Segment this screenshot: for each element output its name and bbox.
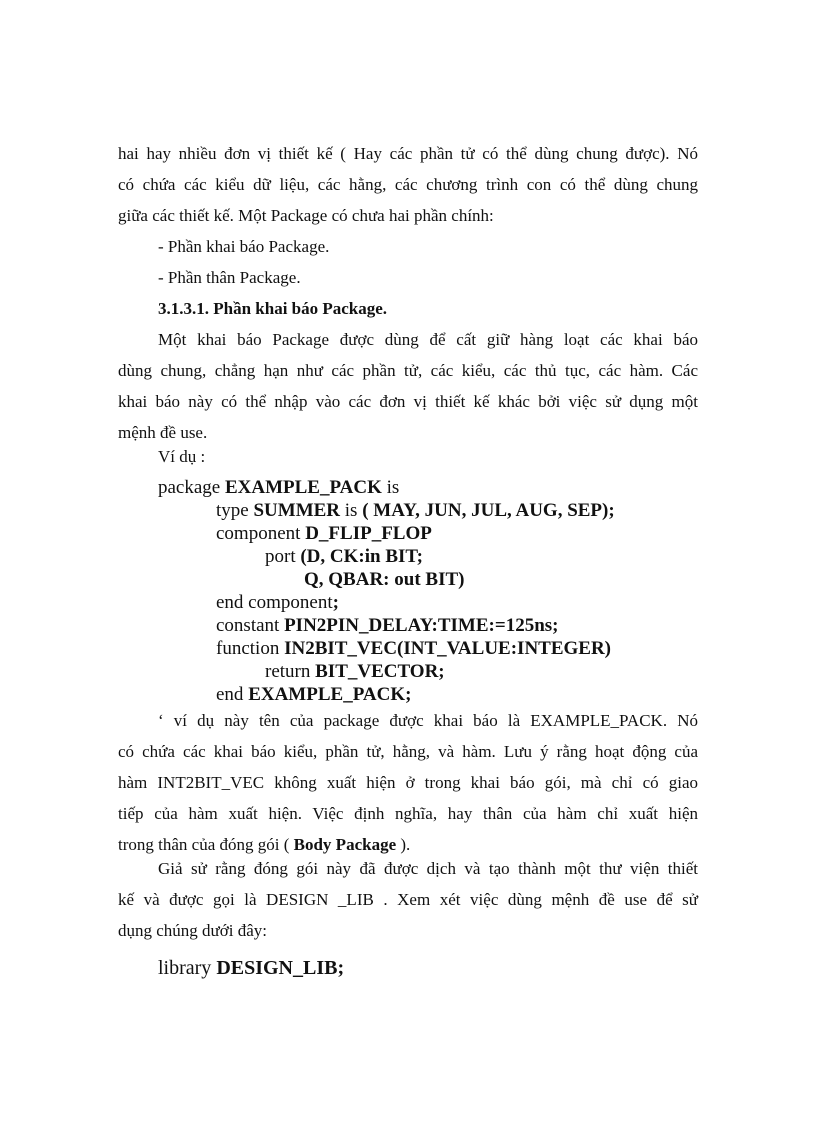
text-line: dụng chúng dưới đây: [118, 921, 267, 940]
code-line [216, 637, 611, 660]
code-identifier: EXAMPLE_PACK; [248, 684, 412, 705]
code-identifier: PIN2PIN_DELAY:TIME:=125ns; [284, 615, 559, 636]
text-fragment: ). [396, 835, 411, 854]
code-identifier: EXAMPLE_PACK [224, 477, 382, 498]
example-label: Ví dụ : [158, 447, 206, 466]
code-keyword: component [216, 523, 306, 544]
text-line: tiếp của hàm xuất hiện. Việc định nghĩa, hay thân của hàm chỉ xuất hiện [118, 804, 698, 823]
library-statement [158, 957, 344, 980]
code-identifier: SUMMER [253, 500, 341, 521]
code-line [265, 545, 423, 568]
text-line: ‘ ví dụ này tên của package được khai báo là EXAMPLE_PACK. Nó [158, 711, 698, 730]
bullet-package-body: - Phần thân Package. [158, 268, 301, 287]
code-keyword: library [158, 957, 217, 979]
code-identifier: IN2BIT_VEC(INT_VALUE:INTEGER) [284, 638, 612, 659]
body-package-term: Body Package [293, 835, 397, 854]
code-keyword: constant [216, 615, 285, 636]
paragraph-intro [118, 138, 698, 231]
code-keyword: function [216, 638, 285, 659]
code-identifier: DESIGN_LIB; [216, 957, 345, 979]
code-identifier: ; [332, 592, 339, 613]
code-keyword: type [216, 500, 254, 521]
paragraph-package-declaration [118, 324, 698, 448]
code-line [216, 683, 411, 706]
code-identifier: (D, CK:in BIT; [300, 546, 423, 567]
code-identifier: Q, QBAR: out BIT) [304, 569, 465, 590]
code-identifier: D_FLIP_FLOP [305, 523, 432, 544]
code-line [158, 476, 399, 499]
paragraph-example-explanation [118, 705, 698, 860]
text-line: hai hay nhiều đơn vị thiết kế ( Hay các phần tử có thể dùng chung được). Nó [118, 144, 698, 163]
paragraph-design-lib [118, 853, 698, 946]
code-keyword: package [158, 477, 225, 498]
code-keyword: end component [216, 592, 333, 613]
text-line: có chứa các khai báo kiểu, phần tử, hằng, và hàm. Lưu ý rằng hoạt động của [118, 742, 698, 761]
text-line: giữa các thiết kế. Một Package có chưa hai phần chính: [118, 206, 494, 225]
code-identifier: BIT_VECTOR; [315, 661, 445, 682]
code-keyword: return [265, 661, 316, 682]
text-fragment: trong thân của đóng gói ( [118, 835, 294, 854]
code-keyword: port [265, 546, 301, 567]
text-line: dùng chung, chẳng hạn như các phần tử, các kiểu, các thủ tục, các hàm. Các [118, 361, 698, 380]
code-keyword: is [340, 500, 363, 521]
text-line: khai báo này có thể nhập vào các đơn vị thiết kế khác bởi việc sử dụng một [118, 392, 698, 411]
code-identifier: ( MAY, JUN, JUL, AUG, SEP); [362, 500, 615, 521]
code-line [216, 499, 615, 522]
code-line [216, 591, 339, 614]
bullet-package-declaration: - Phần khai báo Package. [158, 237, 330, 256]
text-line: có chứa các kiểu dữ liệu, các hằng, các chương trình con có thể dùng chung [118, 175, 698, 194]
code-line [216, 522, 432, 545]
text-line: Giả sử rằng đóng gói này đã được dịch và tạo thành một thư viện thiết [158, 859, 698, 878]
code-line [216, 614, 558, 637]
text-line: Một khai báo Package được dùng để cất giữ hàng loạt các khai báo [158, 330, 698, 349]
section-heading [158, 293, 387, 324]
text-line: mệnh đề use. [118, 423, 208, 442]
section-heading-text: 3.1.3.1. Phần khai báo Package. [158, 299, 388, 318]
code-line [265, 660, 445, 683]
text-line: kế và được gọi là DESIGN _LIB . Xem xét việc dùng mệnh đề use để sử [118, 890, 698, 909]
text-line: hàm INT2BIT_VEC không xuất hiện ở trong khai báo gói, mà chỉ có giao [118, 773, 698, 792]
code-keyword: end [216, 684, 249, 705]
code-line [304, 568, 464, 591]
code-keyword: is [381, 477, 400, 498]
